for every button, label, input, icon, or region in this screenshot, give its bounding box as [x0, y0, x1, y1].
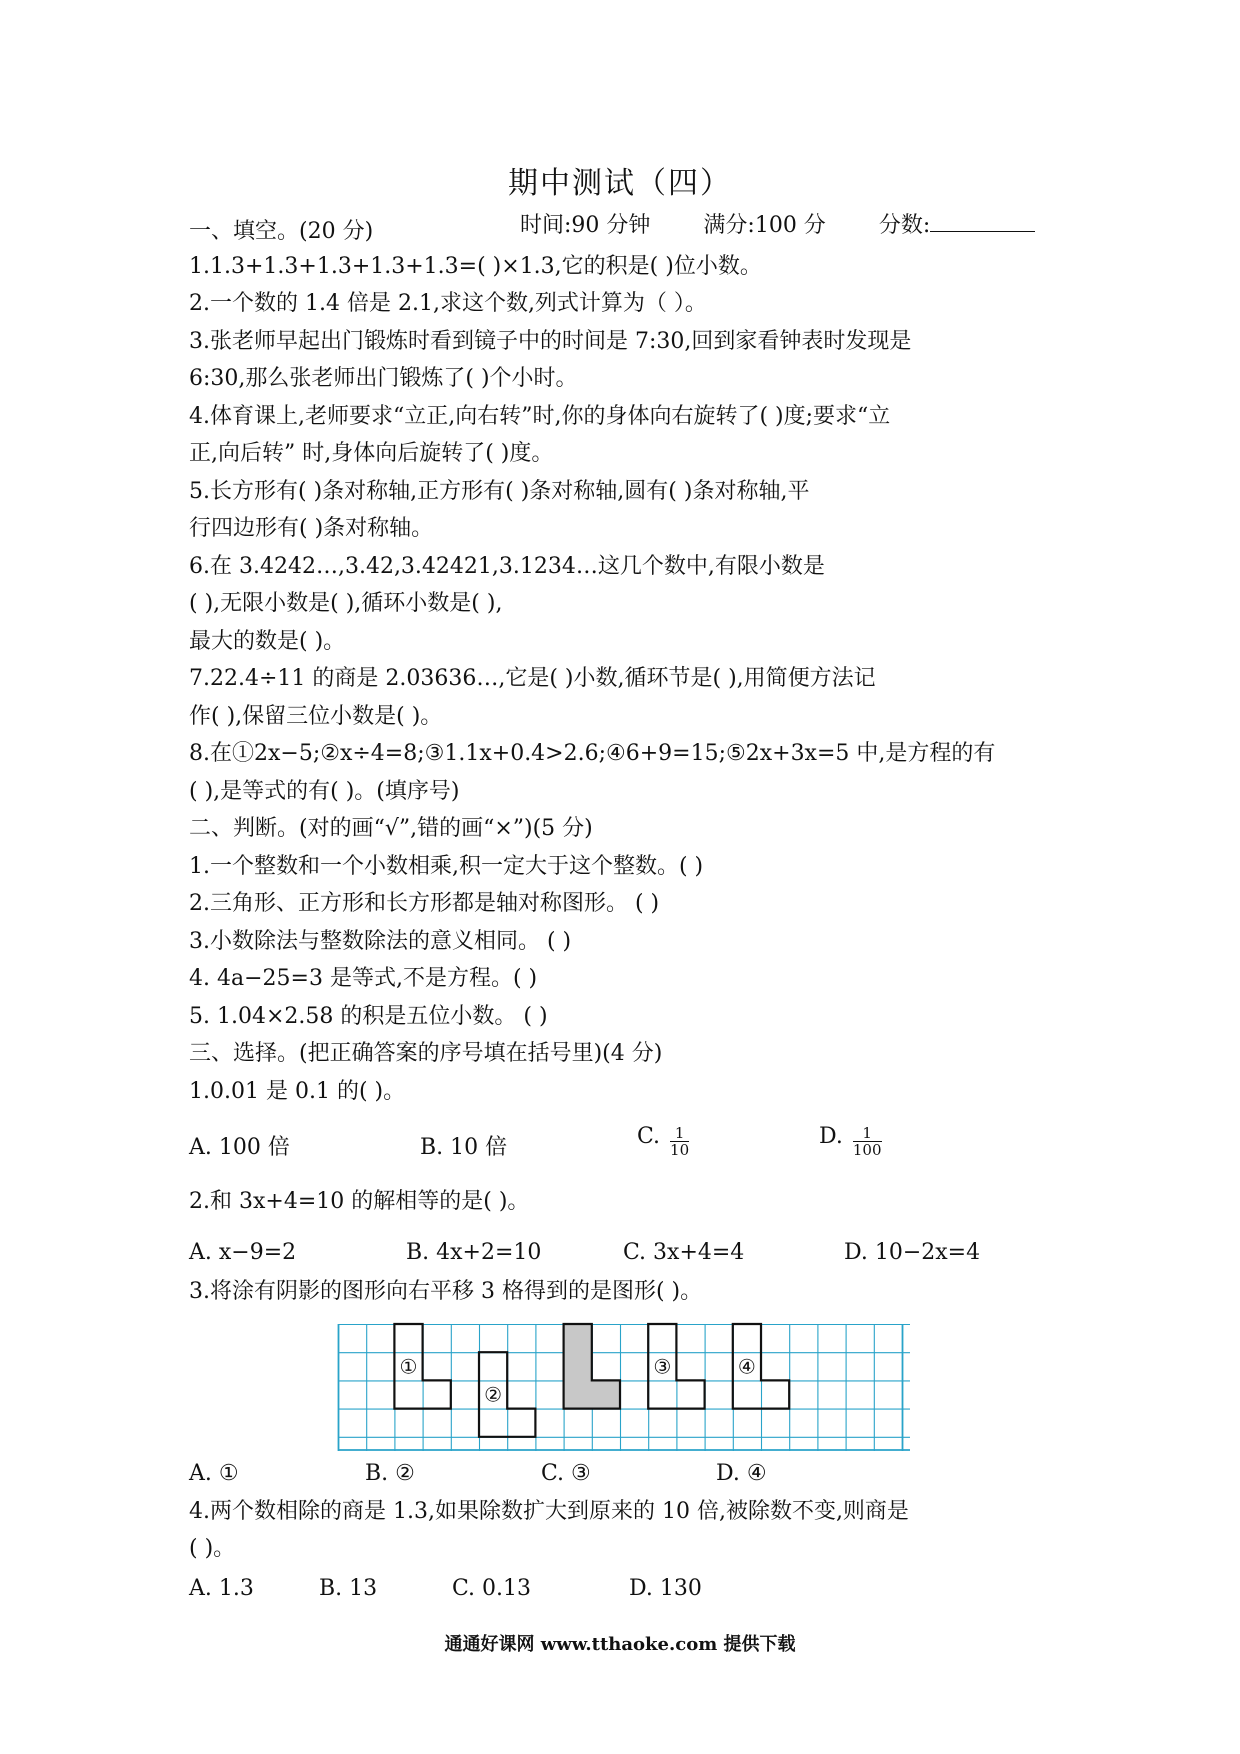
s1-line: ( ),是等式的有( )。(填序号)	[189, 779, 460, 804]
q1-option-d-label: D.	[819, 1124, 843, 1149]
q3-option-b: B. ②	[365, 1461, 415, 1486]
q3-option-d: D. ④	[716, 1461, 767, 1486]
translation-grid-figure	[338, 1324, 910, 1451]
s1-line: 2.一个数的 1.4 倍是 2.1,求这个数,列式计算为（ ）。	[189, 291, 707, 316]
grid-svg	[338, 1324, 910, 1451]
q1-option-c	[637, 1123, 690, 1159]
footer-source: 通通好课网 www.tthaoke.com 提供下载	[444, 1634, 796, 1655]
q1-option-c-label: C.	[637, 1124, 661, 1149]
s1-line: 4.体育课上,老师要求“立正,向右转”时,你的身体向右旋转了( )度;要求“立	[189, 404, 891, 429]
s1-line: 最大的数是( )。	[189, 629, 346, 654]
s1-line: 5.长方形有( )条对称轴,正方形有( )条对称轴,圆有( )条对称轴,平	[189, 479, 810, 504]
s2-line: 3.小数除法与整数除法的意义相同。 ( )	[189, 929, 572, 954]
s1-line: 正,向后转” 时,身体向后旋转了( )度。	[189, 441, 554, 466]
q1-option-a: A. 100 倍	[189, 1135, 290, 1160]
page-title: 期中测试（四）	[508, 166, 732, 201]
shape-label: ④	[737, 1354, 756, 1379]
grid-lines	[338, 1324, 910, 1451]
fraction-numerator: 1	[670, 1125, 689, 1142]
q1-option-c-fraction	[670, 1123, 690, 1159]
s1-line: 作( ),保留三位小数是( )。	[189, 704, 443, 729]
q1-option-b: B. 10 倍	[420, 1135, 508, 1160]
s2-line: 4. 4a−25=3 是等式,不是方程。( )	[189, 966, 538, 991]
q2-option-a: A. x−9=2	[189, 1240, 297, 1265]
shape-label: ①	[399, 1354, 418, 1379]
exam-meta	[520, 208, 1035, 239]
shaded-l-shape	[564, 1324, 620, 1409]
section1-heading: 一、填空。(20 分)	[189, 219, 374, 244]
s1-line: 3.张老师早起出门锻炼时看到镜子中的时间是 7:30,回到家看钟表时发现是	[189, 329, 912, 354]
s2-line: 1.一个整数和一个小数相乘,积一定大于这个整数。( )	[189, 854, 704, 879]
s1-line: 8.在①2x−5;②x÷4=8;③1.1x+0.4>2.6;④6+9=15;⑤2x+3x=5 中,是方程的有	[189, 741, 996, 766]
full-score: 满分:100 分	[703, 213, 826, 238]
q1-text: 1.0.01 是 0.1 的( )。	[189, 1079, 406, 1104]
fraction-numerator: 1	[853, 1125, 882, 1142]
q1-option-d	[819, 1123, 882, 1159]
shape-label: ③	[653, 1354, 672, 1379]
q3-option-a: A. ①	[189, 1461, 239, 1486]
fraction-denominator: 100	[852, 1140, 882, 1159]
q3-option-c: C. ③	[541, 1461, 591, 1486]
q2-option-d: D. 10−2x=4	[844, 1240, 981, 1265]
score-blank	[930, 209, 1035, 232]
shape-label: ②	[484, 1382, 503, 1407]
score-label: 分数:	[878, 213, 931, 238]
q4-option-a: A. 1.3	[189, 1576, 254, 1601]
s1-line: 7.22.4÷11 的商是 2.03636…,它是( )小数,循环节是( ),用简便方法记	[189, 666, 876, 691]
time-limit: 时间:90 分钟	[520, 213, 651, 238]
fraction-denominator: 10	[670, 1140, 690, 1159]
q1-option-d-fraction	[852, 1123, 882, 1159]
q4-option-b: B. 13	[319, 1576, 378, 1601]
section2-heading: 二、判断。(对的画“√”,错的画“×”)(5 分)	[189, 816, 593, 841]
q2-option-c: C. 3x+4=4	[623, 1240, 745, 1265]
s1-line: 1.1.3+1.3+1.3+1.3+1.3=( )×1.3,它的积是( )位小数。	[189, 254, 762, 279]
q4-text-line1: 4.两个数相除的商是 1.3,如果除数扩大到原来的 10 倍,被除数不变,则商是	[189, 1499, 909, 1524]
q4-option-c: C. 0.13	[452, 1576, 532, 1601]
q2-text: 2.和 3x+4=10 的解相等的是( )。	[189, 1189, 530, 1214]
q3-text: 3.将涂有阴影的图形向右平移 3 格得到的是图形( )。	[189, 1279, 703, 1304]
q2-option-b: B. 4x+2=10	[406, 1240, 542, 1265]
s2-line: 2.三角形、正方形和长方形都是轴对称图形。 ( )	[189, 891, 660, 916]
s1-line: 6.在 3.4242…,3.42,3.42421,3.1234…这几个数中,有限小数是	[189, 554, 825, 579]
section3-heading: 三、选择。(把正确答案的序号填在括号里)(4 分)	[189, 1041, 663, 1066]
s1-line: 6:30,那么张老师出门锻炼了( )个小时。	[189, 366, 578, 391]
s2-line: 5. 1.04×2.58 的积是五位小数。 ( )	[189, 1004, 548, 1029]
s1-line: 行四边形有( )条对称轴。	[189, 516, 434, 541]
q4-text-line2: ( )。	[189, 1536, 236, 1561]
s1-line: ( ),无限小数是( ),循环小数是( ),	[189, 591, 503, 616]
q4-option-d: D. 130	[629, 1576, 702, 1601]
